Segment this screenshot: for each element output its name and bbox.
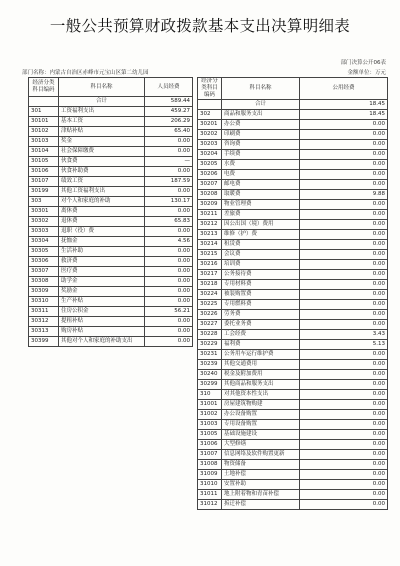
- row-name: 咨询费: [222, 140, 300, 150]
- row-amount: 0.00: [300, 120, 388, 130]
- row-amount: 0.00: [145, 297, 193, 307]
- table-row: [198, 210, 388, 220]
- row-name: 工会经费: [222, 330, 300, 340]
- row-name: 对其他资本性支出: [222, 390, 300, 400]
- table-row: [29, 97, 193, 107]
- row-code: 30199: [29, 187, 59, 197]
- report-title: 一般公共预算财政拨款基本支出决算明细表: [49, 17, 351, 35]
- row-code: 30399: [29, 337, 59, 347]
- row-amount: 0.00: [145, 287, 193, 297]
- row-code: 31003: [198, 420, 222, 430]
- table-row: [29, 317, 193, 327]
- row-amount: 0.00: [300, 370, 388, 380]
- table-row: [198, 250, 388, 260]
- row-code: 301: [29, 107, 59, 117]
- row-code: 30311: [29, 307, 59, 317]
- table-row: [198, 270, 388, 280]
- row-amount: 0.00: [145, 337, 193, 347]
- row-amount: 0.00: [145, 207, 193, 217]
- row-amount: 0.00: [145, 247, 193, 257]
- row-amount: 0.00: [300, 450, 388, 460]
- row-code: 30313: [29, 327, 59, 337]
- row-name: 手续费: [222, 150, 300, 160]
- row-code: 30214: [198, 240, 222, 250]
- row-name: 对个人和家庭的补助: [59, 197, 145, 207]
- row-code: 30302: [29, 217, 59, 227]
- row-amount: 589.44: [145, 97, 193, 107]
- row-code: 30227: [198, 320, 222, 330]
- row-name: 合计: [222, 100, 300, 110]
- row-name: 住房公积金: [59, 307, 145, 317]
- table-row: [29, 327, 193, 337]
- table-header: [29, 78, 193, 97]
- row-code: 30205: [198, 160, 222, 170]
- row-name: 基础设施建设: [222, 430, 300, 440]
- row-amount: 18.45: [300, 110, 388, 120]
- row-amount: 0.00: [300, 390, 388, 400]
- row-name: 工资福利支出: [59, 107, 145, 117]
- form-number: 部门决算公开06表: [340, 60, 386, 66]
- row-name: 印刷费: [222, 130, 300, 140]
- row-code: 31009: [198, 470, 222, 480]
- row-amount: 0.00: [300, 310, 388, 320]
- row-amount: 9.88: [300, 190, 388, 200]
- table-row: [29, 147, 193, 157]
- row-code: 30207: [198, 180, 222, 190]
- row-name: 退休费: [59, 217, 145, 227]
- row-amount: 65.83: [145, 217, 193, 227]
- table-row: [29, 307, 193, 317]
- row-amount: 0.00: [145, 147, 193, 157]
- row-name: 安置补助: [222, 480, 300, 490]
- table-row: [198, 500, 388, 510]
- row-name: 税金及附加费用: [222, 370, 300, 380]
- table-row: [198, 420, 388, 430]
- table-row: [198, 200, 388, 210]
- row-name: 社会保障缴费: [59, 147, 145, 157]
- row-amount: 0.00: [145, 277, 193, 287]
- table-row: [198, 450, 388, 460]
- table-row: [29, 157, 193, 167]
- table-row: [198, 260, 388, 270]
- row-code: 30308: [29, 277, 59, 287]
- table-row: [198, 380, 388, 390]
- row-amount: 0.00: [300, 380, 388, 390]
- amount-unit: 金额单位：万元: [347, 70, 386, 76]
- row-code: 30240: [198, 370, 222, 380]
- row-name: 基本工资: [59, 117, 145, 127]
- table-row: [198, 190, 388, 200]
- row-amount: 0.00: [300, 240, 388, 250]
- header-amount: 公用经费: [300, 78, 388, 100]
- row-amount: 0.00: [300, 480, 388, 490]
- row-code: 31005: [198, 430, 222, 440]
- row-amount: 0.00: [300, 200, 388, 210]
- row-code: 30229: [198, 340, 222, 350]
- row-code: 30226: [198, 310, 222, 320]
- row-amount: 0.00: [300, 150, 388, 160]
- row-code: 30102: [29, 127, 59, 137]
- row-code: 302: [198, 110, 222, 120]
- row-code: 30228: [198, 330, 222, 340]
- row-amount: 0.00: [300, 140, 388, 150]
- row-amount: 0.00: [300, 130, 388, 140]
- row-name: 绩效工资: [59, 177, 145, 187]
- row-amount: 0.00: [300, 300, 388, 310]
- row-name: 提租补贴: [59, 317, 145, 327]
- row-name: 购房补贴: [59, 327, 145, 337]
- row-name: 救济费: [59, 257, 145, 267]
- table-row: [29, 267, 193, 277]
- table-row: [198, 460, 388, 470]
- row-amount: 0.00: [300, 180, 388, 190]
- row-name: 专用设备购置: [222, 420, 300, 430]
- row-code: 30312: [29, 317, 59, 327]
- personnel-expense-table: [28, 77, 193, 347]
- row-code: 30225: [198, 300, 222, 310]
- table-row: [198, 130, 388, 140]
- row-name: 物业管理费: [222, 200, 300, 210]
- row-code: 30103: [29, 137, 59, 147]
- row-name: 其他商品和服务支出: [222, 380, 300, 390]
- row-amount: 3.43: [300, 330, 388, 340]
- row-name: 奖金: [59, 137, 145, 147]
- row-amount: 0.00: [300, 210, 388, 220]
- row-code: 30215: [198, 250, 222, 260]
- table-row: [29, 237, 193, 247]
- row-name: 租赁费: [222, 240, 300, 250]
- row-amount: 56.21: [145, 307, 193, 317]
- table-row: [198, 240, 388, 250]
- header-name: 科目名称: [59, 78, 145, 97]
- row-code: 30203: [198, 140, 222, 150]
- row-amount: 0.00: [300, 250, 388, 260]
- row-name: 公务接待费: [222, 270, 300, 280]
- table-row: [198, 370, 388, 380]
- row-code: 30231: [198, 350, 222, 360]
- row-amount: 0.00: [300, 350, 388, 360]
- row-amount: 0.00: [145, 317, 193, 327]
- row-code: 30204: [198, 150, 222, 160]
- row-name: 地上附着物和青苗补偿: [222, 490, 300, 500]
- table-row: [198, 320, 388, 330]
- row-amount: 0.00: [300, 470, 388, 480]
- row-code: 30104: [29, 147, 59, 157]
- table-row: [198, 440, 388, 450]
- row-code: 30217: [198, 270, 222, 280]
- row-name: 大型修缮: [222, 440, 300, 450]
- row-code: 30239: [198, 360, 222, 370]
- row-amount: 0.00: [145, 327, 193, 337]
- header-amount: 人员经费: [145, 78, 193, 97]
- row-amount: 206.29: [145, 117, 193, 127]
- row-code: 30208: [198, 190, 222, 200]
- table-row: [198, 280, 388, 290]
- row-amount: 0.00: [145, 187, 193, 197]
- row-name: 办公设备购置: [222, 410, 300, 420]
- table-row: [198, 220, 388, 230]
- row-code: 30211: [198, 210, 222, 220]
- row-code: 31012: [198, 500, 222, 510]
- row-name: 因公出国（境）费用: [222, 220, 300, 230]
- row-name: 生活补助: [59, 247, 145, 257]
- row-amount: 0.00: [300, 230, 388, 240]
- row-amount: 0.00: [300, 360, 388, 370]
- table-header: [198, 78, 388, 100]
- row-code: 31010: [198, 480, 222, 490]
- department-name: 部门名称：内蒙古自治区赤峰市元宝山区第二幼儿园: [22, 70, 149, 76]
- table-row: [29, 287, 193, 297]
- table-row: [198, 350, 388, 360]
- table-row: [198, 360, 388, 370]
- table-row: [198, 140, 388, 150]
- table-row: [29, 107, 193, 117]
- table-row: [29, 197, 193, 207]
- row-amount: 0.00: [300, 410, 388, 420]
- row-code: 30299: [198, 380, 222, 390]
- table-row: [198, 390, 388, 400]
- table-row: [29, 337, 193, 347]
- row-code: 30212: [198, 220, 222, 230]
- row-code: 30201: [198, 120, 222, 130]
- row-name: 其他对个人和家庭的补助支出: [59, 337, 145, 347]
- table-row: [198, 400, 388, 410]
- row-amount: 0.00: [300, 160, 388, 170]
- row-code: 30304: [29, 237, 59, 247]
- row-name: 公务用车运行维护费: [222, 350, 300, 360]
- row-code: 31007: [198, 450, 222, 460]
- row-name: 会议费: [222, 250, 300, 260]
- table-row: [29, 117, 193, 127]
- row-amount: 0.00: [300, 420, 388, 430]
- header-code: 经济分类科目编码: [198, 78, 222, 100]
- row-name: 生产补贴: [59, 297, 145, 307]
- table-row: [198, 470, 388, 480]
- table-row: [29, 167, 193, 177]
- row-name: 其他工资福利支出: [59, 187, 145, 197]
- header-code: 经济分类科目编码: [29, 78, 59, 97]
- table-row: [29, 247, 193, 257]
- row-code: 31011: [198, 490, 222, 500]
- row-code: 30106: [29, 167, 59, 177]
- row-code: 30306: [29, 257, 59, 267]
- row-name: 伙食费: [59, 157, 145, 167]
- row-code: 30209: [198, 200, 222, 210]
- row-code: 30206: [198, 170, 222, 180]
- row-code: 30107: [29, 177, 59, 187]
- row-code: 30303: [29, 227, 59, 237]
- table-row: [29, 217, 193, 227]
- header-name: 科目名称: [222, 78, 300, 100]
- table-row: [29, 187, 193, 197]
- table-row: [198, 430, 388, 440]
- row-code: 31006: [198, 440, 222, 450]
- table-row: [198, 230, 388, 240]
- row-amount: 0.00: [300, 490, 388, 500]
- row-amount: 4.56: [145, 237, 193, 247]
- table-row: [198, 170, 388, 180]
- row-code: 31002: [198, 410, 222, 420]
- row-amount: 0.00: [300, 170, 388, 180]
- row-name: 离休费: [59, 207, 145, 217]
- row-name: 房屋建筑物购建: [222, 400, 300, 410]
- row-amount: 0.00: [300, 220, 388, 230]
- row-name: 伙食补助费: [59, 167, 145, 177]
- row-amount: 0.00: [300, 430, 388, 440]
- row-name: 委托业务费: [222, 320, 300, 330]
- table-row: [29, 227, 193, 237]
- row-amount: 0.00: [300, 400, 388, 410]
- row-name: 奖励金: [59, 287, 145, 297]
- row-name: 被装购置费: [222, 290, 300, 300]
- table-row: [198, 490, 388, 500]
- row-name: 差旅费: [222, 210, 300, 220]
- table-row: [198, 160, 388, 170]
- row-code: 30309: [29, 287, 59, 297]
- table-row: [198, 150, 388, 160]
- row-code: 30213: [198, 230, 222, 240]
- row-name: 专用燃料费: [222, 300, 300, 310]
- row-amount: 0.00: [145, 137, 193, 147]
- row-name: 办公费: [222, 120, 300, 130]
- table-row: [198, 330, 388, 340]
- table-row: [198, 300, 388, 310]
- row-code: [29, 97, 59, 107]
- row-code: [198, 100, 222, 110]
- row-amount: 0.00: [145, 267, 193, 277]
- row-amount: 0.00: [300, 440, 388, 450]
- table-row: [198, 310, 388, 320]
- table-row: [198, 120, 388, 130]
- row-name: 助学金: [59, 277, 145, 287]
- row-name: 信息网络及软件购置更新: [222, 450, 300, 460]
- table-row: [29, 297, 193, 307]
- row-code: 30216: [198, 260, 222, 270]
- row-code: 30105: [29, 157, 59, 167]
- row-code: 30305: [29, 247, 59, 257]
- table-row: [198, 110, 388, 120]
- row-name: 取暖费: [222, 190, 300, 200]
- row-amount: 459.27: [145, 107, 193, 117]
- row-code: 30218: [198, 280, 222, 290]
- table-row: [29, 127, 193, 137]
- row-code: 30224: [198, 290, 222, 300]
- row-amount: 0.00: [145, 257, 193, 267]
- row-code: 30202: [198, 130, 222, 140]
- row-amount: 187.59: [145, 177, 193, 187]
- row-amount: 0.00: [145, 227, 193, 237]
- table-row: [198, 480, 388, 490]
- row-name: 专用材料费: [222, 280, 300, 290]
- row-amount: 0.00: [300, 280, 388, 290]
- row-amount: —: [145, 157, 193, 167]
- row-amount: 65.40: [145, 127, 193, 137]
- table-row: [198, 410, 388, 420]
- row-amount: 0.00: [300, 270, 388, 280]
- row-amount: 0.00: [300, 500, 388, 510]
- row-amount: 0.00: [145, 167, 193, 177]
- table-row: [198, 180, 388, 190]
- row-name: 维修（护）费: [222, 230, 300, 240]
- row-amount: 0.00: [300, 290, 388, 300]
- row-name: 退职（役）费: [59, 227, 145, 237]
- row-name: 水费: [222, 160, 300, 170]
- table-row: [198, 290, 388, 300]
- row-amount: 0.00: [300, 320, 388, 330]
- table-row: [29, 277, 193, 287]
- table-row: [29, 257, 193, 267]
- row-name: 土地补偿: [222, 470, 300, 480]
- row-code: 30301: [29, 207, 59, 217]
- public-expense-table: [197, 77, 388, 510]
- row-code: 30307: [29, 267, 59, 277]
- row-name: 劳务费: [222, 310, 300, 320]
- row-name: 物资储备: [222, 460, 300, 470]
- table-row: [198, 340, 388, 350]
- row-name: 电费: [222, 170, 300, 180]
- row-code: 30310: [29, 297, 59, 307]
- row-code: 31008: [198, 460, 222, 470]
- row-name: 医疗费: [59, 267, 145, 277]
- row-code: 31001: [198, 400, 222, 410]
- row-name: 商品和服务支出: [222, 110, 300, 120]
- row-amount: 5.13: [300, 340, 388, 350]
- row-name: 合计: [59, 97, 145, 107]
- row-amount: 0.00: [300, 260, 388, 270]
- row-amount: 0.00: [300, 460, 388, 470]
- table-row: [29, 177, 193, 187]
- row-name: 培训费: [222, 260, 300, 270]
- row-name: 抚恤金: [59, 237, 145, 247]
- row-code: 310: [198, 390, 222, 400]
- table-row: [29, 137, 193, 147]
- row-code: 30101: [29, 117, 59, 127]
- row-name: 拆迁补偿: [222, 500, 300, 510]
- row-name: 邮电费: [222, 180, 300, 190]
- row-code: 303: [29, 197, 59, 207]
- row-name: 津贴补贴: [59, 127, 145, 137]
- table-row: [29, 207, 193, 217]
- row-amount: 130.17: [145, 197, 193, 207]
- row-name: 福利费: [222, 340, 300, 350]
- row-name: 其他交通费用: [222, 360, 300, 370]
- table-row: [198, 100, 388, 110]
- row-amount: 18.45: [300, 100, 388, 110]
